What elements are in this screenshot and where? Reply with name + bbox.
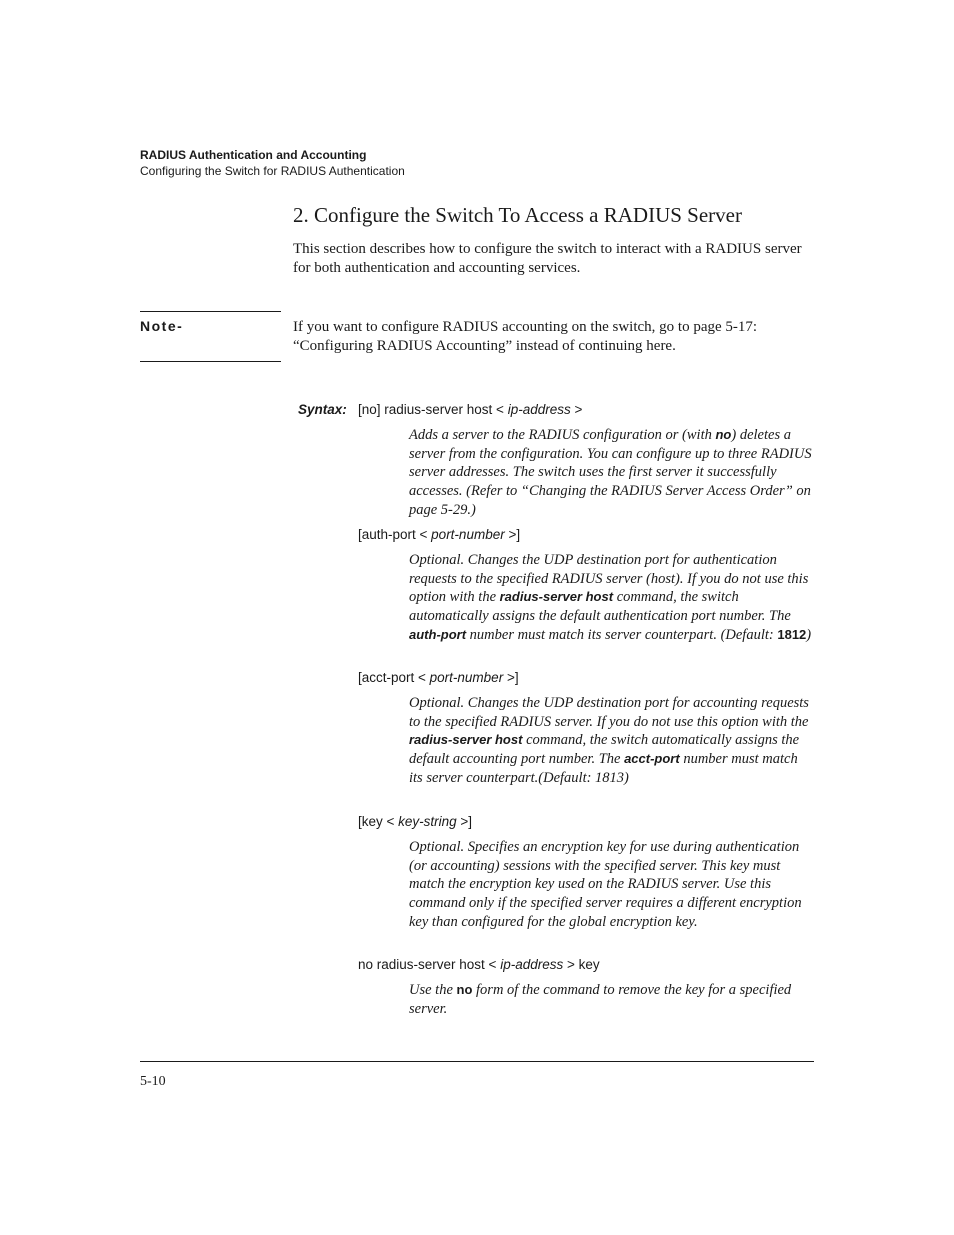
running-header-title: RADIUS Authentication and Accounting <box>140 148 367 162</box>
command-argument: key-string <box>398 814 457 829</box>
running-header-subtitle: Configuring the Switch for RADIUS Authentication <box>140 164 405 178</box>
note-text: If you want to configure RADIUS accounting on the switch, go to page 5-17: “Configuring RADIUS Accounting” instead of continuing here. <box>293 319 758 354</box>
note-label: Note- <box>140 318 184 334</box>
description-no-key <box>409 981 814 1018</box>
command-auth-port <box>358 527 520 542</box>
description-text: Optional. Changes the UDP destination port for authentication requests to the specified RADIUS server (host). If you do not use this option with the <box>409 552 809 606</box>
command-argument: ip-address <box>500 957 564 972</box>
command-radius-server-host <box>358 402 582 417</box>
description-text: number must match its server counterpart. (Default: <box>466 626 778 643</box>
description-text: number must match its server counterpart.(Default: 1813) <box>409 751 798 786</box>
note-bottom-rule <box>140 361 281 362</box>
keyword: radius-server host <box>409 732 523 748</box>
description-text: Optional. Changes the UDP destination port for accounting requests to the specified RADIUS server. If you do not use this option with the <box>409 695 809 730</box>
description-auth-port <box>409 551 814 645</box>
command-text: [auth-port < <box>358 527 432 542</box>
command-no-radius-server-host-key <box>358 957 600 972</box>
description-text: ) <box>806 626 812 643</box>
command-text: >] <box>504 527 521 542</box>
command-text: > <box>570 402 583 417</box>
description-acct-port <box>409 694 814 788</box>
description-text: command, the switch automatically assigns the default accounting port number. The <box>409 732 800 768</box>
keyword: 1812 <box>777 626 807 642</box>
command-acct-port <box>358 670 519 685</box>
section-intro: This section describes how to configure the switch to interact with a RADIUS server for both authentication and accounting services. <box>293 241 802 276</box>
command-text: >] <box>456 814 473 829</box>
command-argument: ip-address <box>507 402 571 417</box>
description-text: Optional. Specifies an encryption key for use during authentication (or accounting) sessions with the specified server. This key must match the encryption key used on the RADIUS server. Use this command only if the specified server requires a different encryption key than configured for the global encryption key. <box>409 839 802 930</box>
description-radius-server-host <box>409 426 814 520</box>
command-text: > key <box>563 957 600 972</box>
description-text: Use the <box>409 982 457 998</box>
keyword: no <box>715 427 732 442</box>
page-number: 5-10 <box>140 1074 166 1089</box>
description-key <box>409 838 814 932</box>
description-text: command, the switch automatically assigns the default authentication port number. The <box>409 589 791 625</box>
command-argument: port-number <box>429 670 504 685</box>
keyword: radius-server host <box>499 589 614 605</box>
command-argument: port-number <box>431 527 505 542</box>
command-text: [no] radius-server host < <box>358 402 508 417</box>
command-key <box>358 814 472 829</box>
description-text: Adds a server to the RADIUS configuration or (with <box>409 427 716 443</box>
keyword: acct-port <box>624 751 680 767</box>
command-text: [acct-port < <box>358 670 430 685</box>
syntax-label: Syntax: <box>298 402 347 417</box>
command-text: [key < <box>358 814 399 829</box>
note-top-rule <box>140 311 281 312</box>
description-text: ) deletes a server from the configuration. You can configure up to three RADIUS server addresses. The switch uses the first server it successfully accesses. (Refer to “Changing the RADIUS Server Access Order” on page 5-29.) <box>409 427 812 518</box>
section-title: 2. Configure the Switch To Access a RADIUS Server <box>293 203 742 227</box>
description-text: form of the command to remove the key for a specified server. <box>409 982 792 1017</box>
footer-rule <box>140 1061 814 1062</box>
command-text: >] <box>503 670 519 685</box>
command-text: no radius-server host < <box>358 957 501 972</box>
keyword: no <box>456 982 473 997</box>
keyword: auth-port <box>409 626 467 642</box>
